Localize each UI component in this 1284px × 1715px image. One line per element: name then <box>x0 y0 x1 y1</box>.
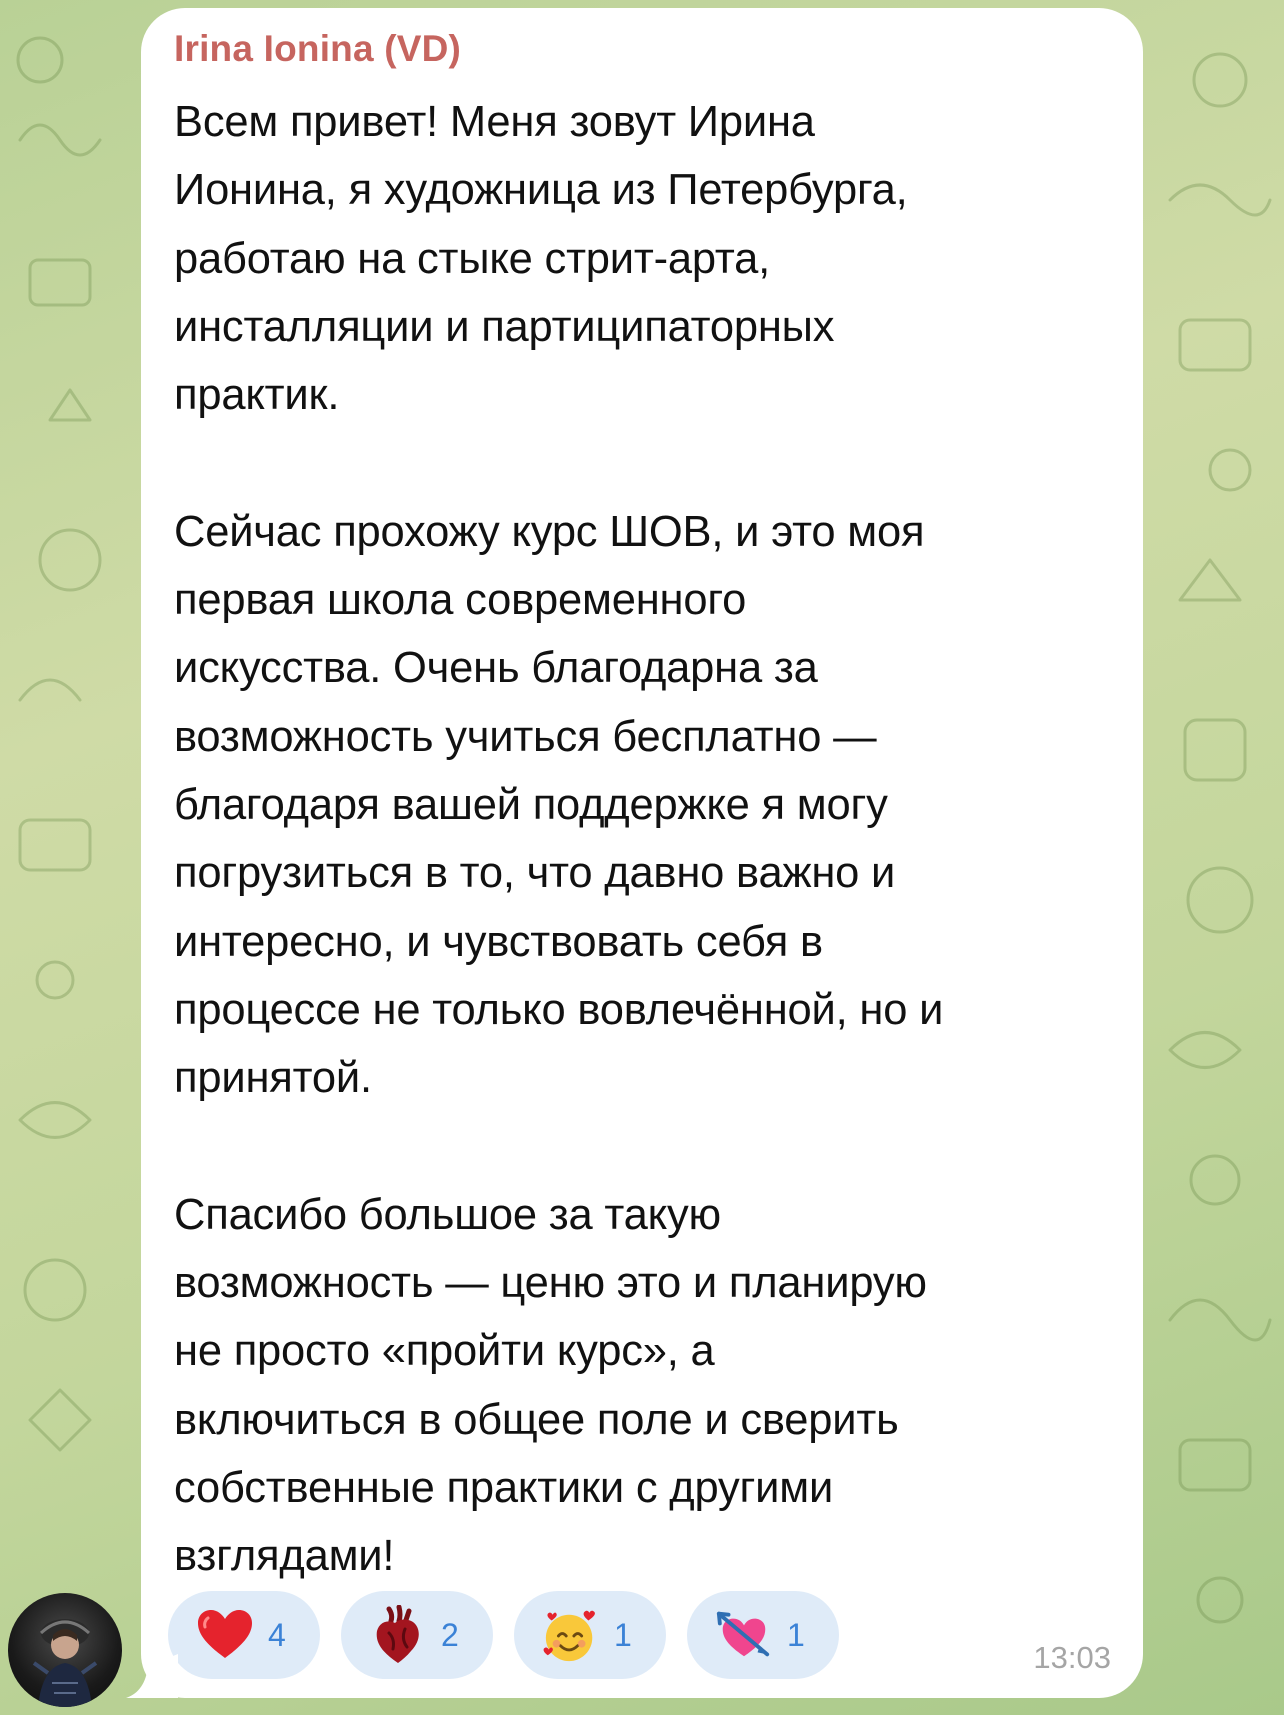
reaction-heart-with-arrow[interactable] <box>687 1591 839 1679</box>
red-heart-icon <box>196 1606 254 1664</box>
message-bubble[interactable] <box>141 8 1143 1698</box>
sender-avatar[interactable] <box>8 1593 122 1707</box>
avatar-photo <box>8 1593 122 1707</box>
reaction-red-heart[interactable] <box>168 1591 320 1679</box>
reaction-count: 1 <box>614 1616 632 1653</box>
reaction-count: 1 <box>787 1616 805 1653</box>
reaction-smiling-face-with-hearts[interactable] <box>514 1591 666 1679</box>
smiling-face-with-hearts-icon <box>542 1606 600 1664</box>
sender-name[interactable]: Irina Ionina (VD) <box>174 28 462 69</box>
message-time: 13:03 <box>1033 1640 1111 1675</box>
anatomical-heart-icon <box>369 1606 427 1664</box>
message-text: Всем привет! Меня зовут Ирина Ионина, я художница из Петербурга, работаю на стыке стрит-арта, инсталляции и партиципаторных практик. Сейчас прохожу курс ШОВ, и это моя первая школа современного искусства. Очень благодарна за возможность учиться бесплатно — благодаря вашей поддержке я могу погрузиться в то, что давно важно и интересно, и чувствовать себя в процессе не только вовлечённой, но и принятой. Спасибо большое за такую возможность — ценю это и планирую не просто «пройти курс», а включиться в общее поле и сверить собственные практики с другими взглядами! <box>174 98 944 1581</box>
reaction-count: 2 <box>441 1616 459 1653</box>
heart-with-arrow-icon <box>715 1606 773 1664</box>
reaction-count: 4 <box>268 1616 286 1653</box>
reaction-anatomical-heart[interactable] <box>341 1591 493 1679</box>
bubble-tail <box>118 1654 178 1698</box>
reactions-bar <box>168 1591 839 1679</box>
